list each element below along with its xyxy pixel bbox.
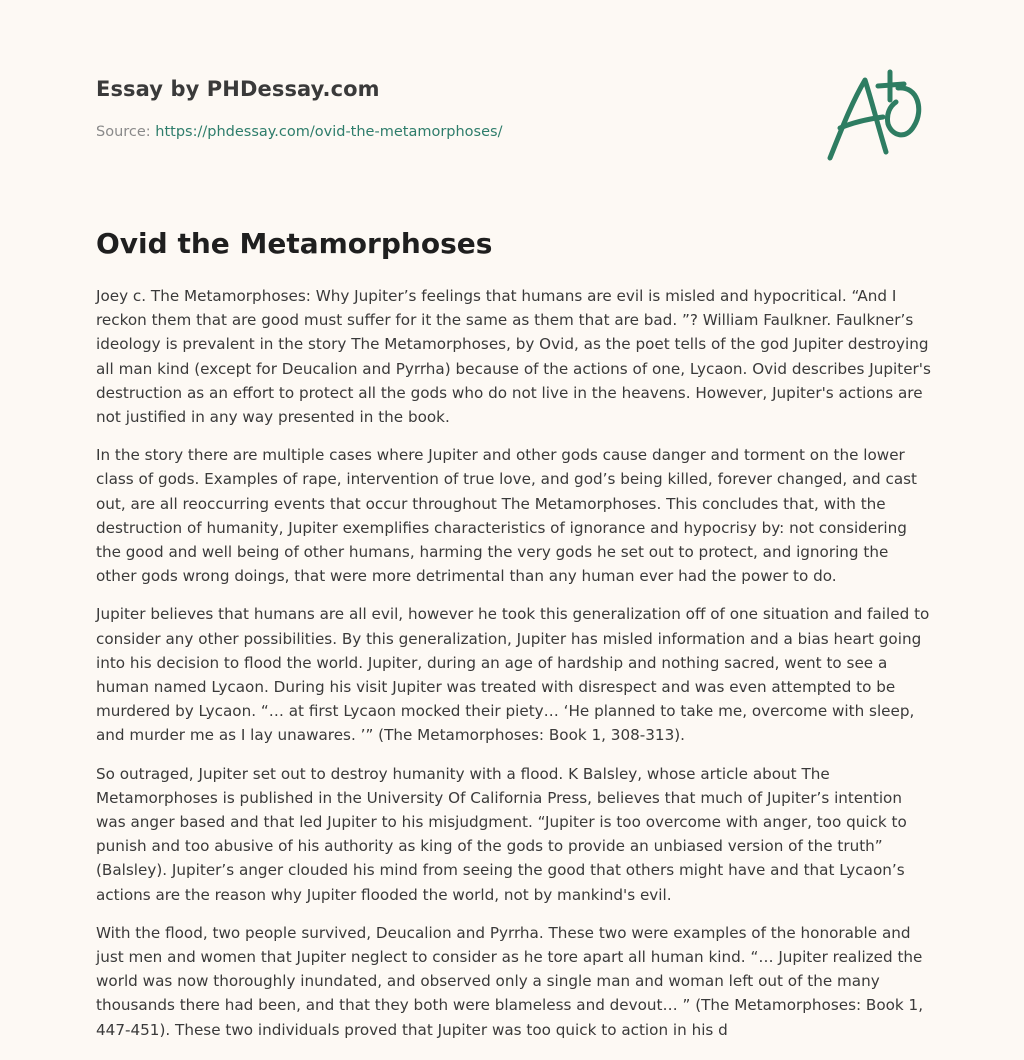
source-line: [96, 122, 796, 142]
site-title: Essay by PHDessay.com: [96, 77, 380, 101]
source-label: Source:: [96, 124, 151, 140]
source-link[interactable]: https://phdessay.com/ovid-the-metamorphoses/: [155, 124, 503, 140]
essay-paragraph: So outraged, Jupiter set out to destroy humanity with a flood. K Balsley, whose article about The Metamorphoses is published in the University Of California Press, believes that much of Jupiter’s intention was anger based and that led Jupiter to his misjudgment. “Jupiter is too overcome with anger, too quick to punish and too abusive of his authority as king of the gods to provide an unbiased version of the truth” (Balsley). Jupiter’s anger clouded his mind from seeing the good that others might have and that Lycaon’s actions are the reason why Jupiter flooded the world, not by mankind's evil.: [96, 764, 907, 904]
essay-header: [96, 74, 796, 142]
essay-body: [96, 284, 932, 1056]
essay-title: Ovid the Metamorphoses: [96, 227, 493, 260]
essay-paragraph: Jupiter believes that humans are all evil, however he took this generalization off of one situation and failed to consider any other possibilities. By this generalization, Jupiter has misled information and a bias heart going into his decision to flood the world. Jupiter, during an age of hardship and nothing sacred, went to see a human named Lycaon. During his visit Jupiter was treated with disrespect and was even attempted to be murdered by Lycaon. “… at first Lycaon mocked their piety… ‘He planned to take me, overcome with sleep, and murder me as I lay unawares. ’” (The Metamorphoses: Book 1, 308-313).: [96, 605, 930, 745]
a-plus-logo: [820, 66, 930, 166]
essay-paragraph: Joey c. The Metamorphoses: Why Jupiter’s feelings that humans are evil is misled and hypocritical. “And I reckon them that are good must suffer for it the same as them that are bad. ”? William Faulkner. Faulkner’s ideology is prevalent in the story The Metamorphoses, by Ovid, as the poet tells of the god Jupiter destroying all man kind (except for Deucalion and Pyrrha) because of the actions of one, Lycaon. Ovid describes Jupiter's destruction as an effort to protect all the gods who do not live in the heavens. However, Jupiter's actions are not justified in any way presented in the book.: [96, 287, 931, 427]
essay-paragraph: In the story there are multiple cases where Jupiter and other gods cause danger and torment on the lower class of gods. Examples of rape, intervention of true love, and god’s being killed, forever changed, and cast out, are all reoccurring events that occur throughout The Metamorphoses. This concludes that, with the destruction of humanity, Jupiter exemplifies characteristics of ignorance and hypocrisy by: not considering the good and well being of other humans, harming the very gods he set out to protect, and ignoring the other gods wrong doings, that were more detrimental than any human ever had the power to do.: [96, 446, 917, 586]
a-plus-icon: [820, 66, 930, 166]
essay-paragraph: With the flood, two people survived, Deucalion and Pyrrha. These two were examples of the honorable and just men and women that Jupiter neglect to consider as he tore apart all human kind. “… Jupiter realized the world was now thoroughly inundated, and observed only a single man and woman left out of the many thousands there had been, and that they both were blameless and devout… ” (The Metamorphoses: Book 1, 447-451). These two individuals proved that Jupiter was too quick to action in his d: [96, 923, 924, 1039]
